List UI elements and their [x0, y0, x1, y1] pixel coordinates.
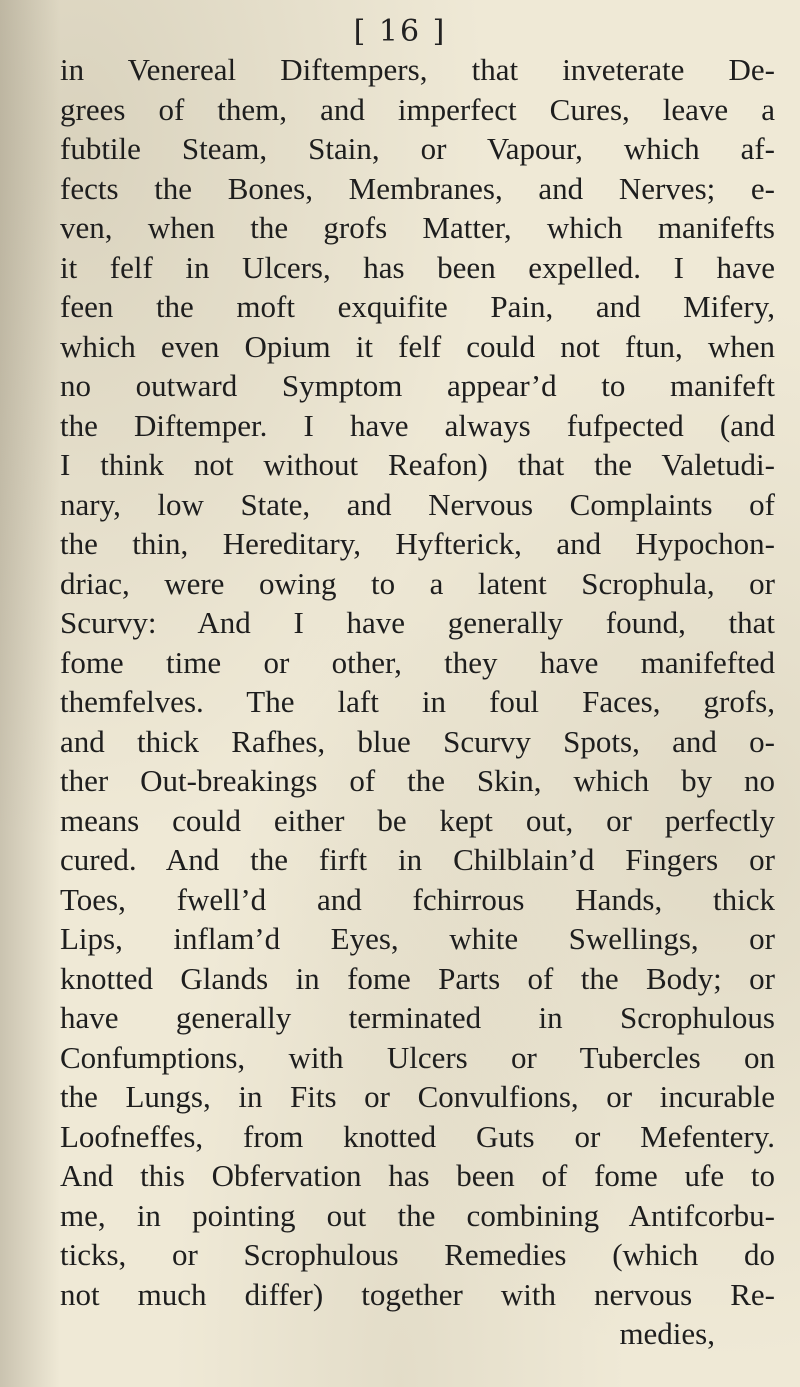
text-line: the thin, Hereditary, Hyfterick, and Hypochon- [60, 526, 775, 561]
text-line: Scurvy: And I have generally found, that [60, 605, 775, 640]
text-line: ven, when the grofs Matter, which manifefts [60, 210, 775, 245]
text-line: ther Out-breakings of the Skin, which by no [60, 763, 775, 798]
body-text [60, 50, 775, 1354]
text-line: Loofneffes, from knotted Guts or Mefentery. [60, 1118, 775, 1154]
text-line: nary, low State, and Nervous Complaints of [60, 486, 775, 522]
text-line: in Venereal Diftempers, that inveterate De- [60, 52, 775, 87]
text-line: knotted Glands in fome Parts of the Body; or [60, 960, 775, 996]
text-line: grees of them, and imperfect Cures, leave a [60, 91, 775, 127]
catchword: medies, [619, 1316, 715, 1351]
text-line: which even Opium it felf could not ftun, when [60, 328, 775, 364]
text-line: feen the moft exquifite Pain, and Mifery, [60, 289, 775, 324]
text-line: And this Obfervation has been of fome ufe to [60, 1158, 775, 1193]
text-line: fects the Bones, Membranes, and Nerves; e- [60, 170, 775, 206]
page-edge-shadow [0, 0, 60, 1387]
text-line: Lips, inflam’d Eyes, white Swellings, or [60, 921, 775, 956]
text-line: fubtile Steam, Stain, or Vapour, which af- [60, 131, 775, 166]
text-line: driac, were owing to a latent Scrophula, or [60, 565, 775, 601]
text-line: ticks, or Scrophulous Remedies (which do [60, 1237, 775, 1272]
text-line: means could either be kept out, or perfectly [60, 802, 775, 838]
text-line: fome time or other, they have manifefted [60, 644, 775, 680]
text-line: themfelves. The laft in foul Faces, grofs, [60, 684, 775, 719]
page-number: [ 16 ] [353, 14, 447, 49]
text-line: me, in pointing out the combining Antifcorbu- [60, 1197, 775, 1233]
text-line: I think not without Reafon) that the Valetudi- [60, 447, 775, 482]
text-line: cured. And the firft in Chilblain’d Fingers or [60, 842, 775, 877]
text-line: the Lungs, in Fits or Convulfions, or incurable [60, 1079, 775, 1114]
text-line: the Diftemper. I have always fufpected (and [60, 407, 775, 443]
text-line: and thick Rafhes, blue Scurvy Spots, and o- [60, 723, 775, 759]
text-line: it felf in Ulcers, has been expelled. I have [60, 249, 775, 285]
text-line: no outward Symptom appear’d to manifeft [60, 368, 775, 403]
text-line: Confumptions, with Ulcers or Tubercles on [60, 1039, 775, 1075]
text-line: Toes, fwell’d and fchirrous Hands, thick [60, 881, 775, 917]
text-line: have generally terminated in Scrophulous [60, 1000, 775, 1035]
text-line: not much differ) together with nervous Re- [60, 1276, 775, 1312]
